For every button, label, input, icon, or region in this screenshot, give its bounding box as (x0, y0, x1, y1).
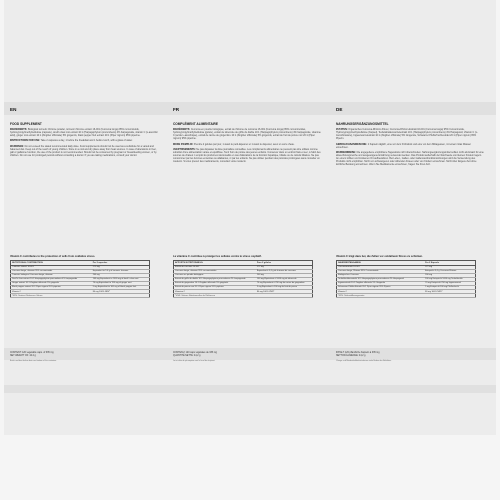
label-section (10, 128, 158, 137)
section-text: Curcuma en poudre biologique, extrait de rhizome de curcuma 16-001 (Curcuma longa) 95% curcuminoïdes, hydroxypropylméthylcellulose (gélule), extrait de tubercule de griffe du diable 10:1 (Harpagophytum procumbens) 4% harpagoside, vitamine C (acide L-ascorbique), extrait de racine de gingembre 10:1 (Zingiber officinale) 5% gingérols, extrait de fruit de poivre noir 20:1 (Piper nigrum) 95% pipérine. (173, 128, 321, 141)
net-content-line: INHALT: 120 pflanzliche Kapseln à 335 mg (336, 352, 380, 354)
label-body-text (10, 128, 158, 159)
table-cell: 100 mg Entspricht 1000 mg Teufelskralle (424, 277, 475, 281)
table-cell: 70 mg Entspricht 700 mg Ingwerwurzel (424, 282, 475, 286)
label-section (173, 148, 321, 163)
table-cell: Curcuma longa, rhizome 95% curcuminoids (11, 269, 92, 273)
table-cell: Black pepper extract 20:1 Piper nigrum 95% piperine (11, 286, 92, 290)
net-content (173, 352, 321, 358)
table-cell: 5 mg Entspricht 100 mg Pfefferfrucht (424, 286, 475, 290)
table-header-cell: Pour 2 gélules (256, 261, 313, 266)
nutrition-table (173, 260, 313, 298)
section-text: Take 2 capsules a day, 1 before the breakfast and 1 before lunch, with a glass of water. (40, 139, 133, 143)
section-label: MODE D'EMPLOI: (173, 142, 194, 146)
table-cell: 100 mg Equivalent to 1000 mg of devil's claw root (92, 277, 150, 281)
label-section (10, 139, 158, 142)
table-cell: Turmeric extract 16-001 (11, 265, 92, 269)
product-type-heading: NAHRUNGSERGÄNZUNGSMITTEL (336, 122, 389, 126)
table-cell: Equivalent to 5.4 g of turmeric rhizome (92, 269, 150, 273)
table-cell: 100 mg Équivalent à 1000 mg de tubercule (256, 277, 313, 281)
table-footnote-row (174, 294, 313, 298)
table-cell: 200 mg (256, 273, 313, 277)
product-type-heading: FOOD SUPPLEMENT (10, 122, 42, 126)
language-code: DE (336, 107, 343, 112)
section-text: Biological turmeric rhizome powder, turmeric rhizome extract 16-001 (Curcuma longa) 95% curcuminoids, hydroxypropylmethylcellulose (capsule), devil's claw root extract 10:1 (Harpagophytum procumbens) 4% harpagoside, vitamin C (L-ascorbic acid), ginger root extract 10:1 (Zingiber officinale) 5% gingerols, black pepper fruit extract 20:1 (Piper nigrum) 95% piperine. (10, 128, 158, 138)
label-section (173, 128, 321, 140)
net-content (10, 352, 158, 358)
section-text: Die angegebene empfohlene Tagesdosis nicht überschreiten. Nahrungsergänzungsmittel sollten nicht als Ersatz für eine abwechslungsreiche und ausgewogene Ernährung verwendet werden. Das Produkt außerhalb der Reichweite von kleinen Kindern lagern. An einem kühlen und trockenen Ort aufbewahren. Bei Leber-, Gallen- oder Gallensteinfunktionsstörungen wird die Verwendung des Produkts nicht empfohlen. Nicht von schwangeren oder stillenden Frauen oder von Kindern einnehmen. Nicht über längere Zeit ohne ärztliche Beratung einnehmen. Wenn Sie Medikamente einnehmen, fragen Sie Ihren Arzt. (336, 150, 484, 167)
section-text: Organisches Curcuma-Rhizom-Pulver, Curcuma-Rhizom-Extrakt 16-001 (Curcuma longa) 95% Curcuminoide, Hydroxypropylmethylcellulose (Kapsel), Teufelskrallenwurzelextrakt 10:1 (Harpagophytum procumbens) 4% Harpagosid, Vitamin C (L-Ascorbinsäure), Ingwerwurzelextrakt 10:1 (Zingiber officinale) 5% Gingerole, Schwarzer Pfefferfruchtextrakt 20:1 (Piper nigrum) 95% Piperin. (336, 128, 478, 141)
section-text: Do not exceed the stated recommended daily dose. Food supplements should not be used as a substitute for a varied and balanced diet. Keep out of the reach of young children. Store in a cool and dry place away from heat sources. In case of alterations in liver, gall or gallstone function, the use of the product is not recommended. Should not be consumed by pregnant or breastfeeding women, or by children. Do not use for prolonged periods without consulting a doctor. If you are taking medications, consult your doctor. (10, 144, 157, 158)
section-label: WARNHINWEISE: (336, 150, 356, 154)
nutrition-table (10, 260, 150, 298)
vitamin-claim: Vitamin C trägt dazu bei, die Zellen vor oxidativem Stress zu schützen. (336, 255, 423, 258)
table-cell: 80 mg 100% NRV* (424, 290, 475, 294)
table-cell: Curcuma en poudre biologique (174, 273, 256, 277)
section-label: INGREDIENTS: (10, 128, 28, 131)
net-content-line: NET WEIGHT OF: 44.2 g (10, 355, 36, 357)
column-fr (171, 102, 321, 392)
table-cell: 272 mg (92, 265, 150, 269)
section-text: Ne pas dépasser la dose journalière conseillée. Les compléments alimentaires ne peuvent pas être utilisés comme substitut d'une alimentation variée et équilibrée. Tenir hors de portée des jeunes enfants. Conserver dans un endroit frais et sec, à l'abri des sources de chaleur. L'emploi du produit est déconseillé en cas d'altérations de la fonction hépatique, biliaire ou de calculs biliaires. Ne pas consommer par les femmes enceintes ou allaitantes, ni par les enfants. Ne pas utiliser pendant des périodes prolongées sans consulter un médecin. Si vous prenez des médicaments, consultez votre médecin. (173, 147, 321, 164)
table-cell: Extrait de griffe du diable 10:1 Harpagophytum procumbens 4% harpagoside (174, 277, 256, 281)
vitamin-claim: La vitamine C contribue à protéger les cellules contre le stress oxydatif. (173, 255, 262, 258)
table-footnote-row (11, 294, 150, 298)
table-cell: Devil's claw extract 10:1 Harpagophytum procumbens 4% harpagoside (11, 277, 92, 281)
batch-note: Batch and best before date see bottom of the container. (10, 360, 57, 362)
net-content-line: CONTENT: 120 vegetable caps. of 335 mg (10, 352, 54, 354)
table-cell: 5 mg Équivalent à 100 mg de fruit de poivre (256, 286, 313, 290)
table-header-cell: NUTRITIONAL CONTRIBUTION: (11, 261, 92, 266)
table-cell: 272 mg (424, 265, 475, 269)
vitamin-claim: Vitamin C contributes to the protection of cells from oxidative stress. (10, 255, 96, 258)
table-cell: Ingwerextrakt 10:1 Zingiber officinale 5% Gingerole (337, 282, 425, 286)
nutrition-table (336, 260, 476, 298)
batch-note: Lot et date de péremption voir le fond du récipient. (173, 360, 216, 362)
table-cell: Ginger extract 10:1 Zingiber officinale 5% gingerols (11, 282, 92, 286)
label-sheet (4, 0, 496, 435)
table-cell: Entspricht 5,4 g Curcuma-Rhizom (424, 269, 475, 273)
table-cell: Teufelskrallenextrakt 10:1 Harpagophytum procumbens 4% Harpagosid (337, 277, 425, 281)
label-section (336, 143, 484, 149)
table-header-cell: APPORTS NUTRITIONNELS: (174, 261, 256, 266)
table-cell: 5 mg Equivalent to 100 mg of black pepper fruit (92, 286, 150, 290)
table-cell: 200 mg (92, 273, 150, 277)
label-section (336, 151, 484, 166)
section-label: INSTRUCTIONS FOR USE: (10, 139, 41, 143)
table-cell: Vitamin C (337, 290, 425, 294)
net-content-line: CONTENU: 120 caps végétales de 335 mg (173, 352, 217, 354)
net-content-line: QUANTITÉ NETTE: 44,2 g (173, 355, 201, 357)
language-code: FR (173, 107, 180, 112)
table-cell: Vitamine C (174, 290, 256, 294)
table-header-cell: Pro 2 Kapseln (424, 261, 475, 266)
table-footnote: *NRV: Nährstoffbezugswerte (337, 294, 476, 298)
table-cell: Curcuma longa, Rhizom 95% Curcuminoide (337, 269, 425, 273)
table-cell: Curcuma longa, rhizome 95% curcuminoïdes (174, 269, 256, 273)
net-content-line: NETTOFÜLLMENGE: 44,2 g (336, 355, 366, 357)
table-cell: 80 mg 100% VNR* (256, 290, 313, 294)
product-type-heading: COMPLÉMENT ALIMENTAIRE (173, 122, 218, 126)
table-cell: 272 mg (256, 265, 313, 269)
section-text: Prendre 2 gélules par jour, 1 avant le petit-déjeuner et 1 avant le déjeuner, avec un verre d'eau. (193, 142, 295, 146)
table-footnote: *NRV: Nutrient Reference Values (11, 294, 150, 298)
section-text: 2 Kapseln täglich, eine vor dem Frühstück und eine vor dem Mittagessen, mit einem Glas Wasser einnehmen. (336, 142, 471, 149)
table-cell: Schwarzer Pfeffer-Extrakt 20:1 Piper nigrum 95% Piperin (337, 286, 425, 290)
column-en (8, 102, 158, 392)
table-cell: 70 mg Équivalent à 700 mg de racine de gingembre (256, 282, 313, 286)
table-cell: Vitamin C (11, 290, 92, 294)
section-label: ZUTATEN: (336, 128, 348, 131)
table-footnote: *VNR: Valeurs Nutritionnelles de Référence (174, 294, 313, 298)
language-code: EN (10, 107, 17, 112)
label-section (10, 145, 158, 157)
column-de (334, 102, 484, 392)
table-cell: Extrait de curcuma 16-001 (174, 265, 256, 269)
net-content (336, 352, 484, 358)
table-cell: Équivalent à 5,4 g de rhizome de curcuma (256, 269, 313, 273)
section-label: AVERTISSEMENTS: (173, 147, 196, 151)
table-cell: Turmeric biological Curcuma longa, rhizome (11, 273, 92, 277)
batch-note: Charge und Mindesthaltbarkeitsdatum siehe Boden des Behälters. (336, 360, 392, 362)
label-body-text (173, 128, 321, 166)
table-cell: Curcumaextrakt 16-001 (337, 265, 425, 269)
table-cell: 80 mg 100% NRV* (92, 290, 150, 294)
label-section (336, 128, 484, 140)
label-body-text (336, 128, 484, 169)
section-label: WARNINGS: (10, 144, 24, 148)
table-cell: Extrait de poivre noir 20:1 Piper nigrum 95% pipérine (174, 286, 256, 290)
table-footnote-row (337, 294, 476, 298)
table-cell: 70 mg Equivalent to 700 mg of ginger root (92, 282, 150, 286)
section-label: INGRÉDIENTS: (173, 128, 191, 131)
table-header-cell: NÄHRWERTANGABEN: (337, 261, 425, 266)
table-cell: Extrait de gingembre 10:1 Zingiber officinale 5% gingérols (174, 282, 256, 286)
section-label: GEBRAUCHSANWEISUNG: (336, 142, 368, 146)
label-section (173, 143, 321, 146)
table-cell: Biologisches Curcuma (337, 273, 425, 277)
table-header-cell: Per 2 capsules (92, 261, 150, 266)
table-cell: 200 mg (424, 273, 475, 277)
